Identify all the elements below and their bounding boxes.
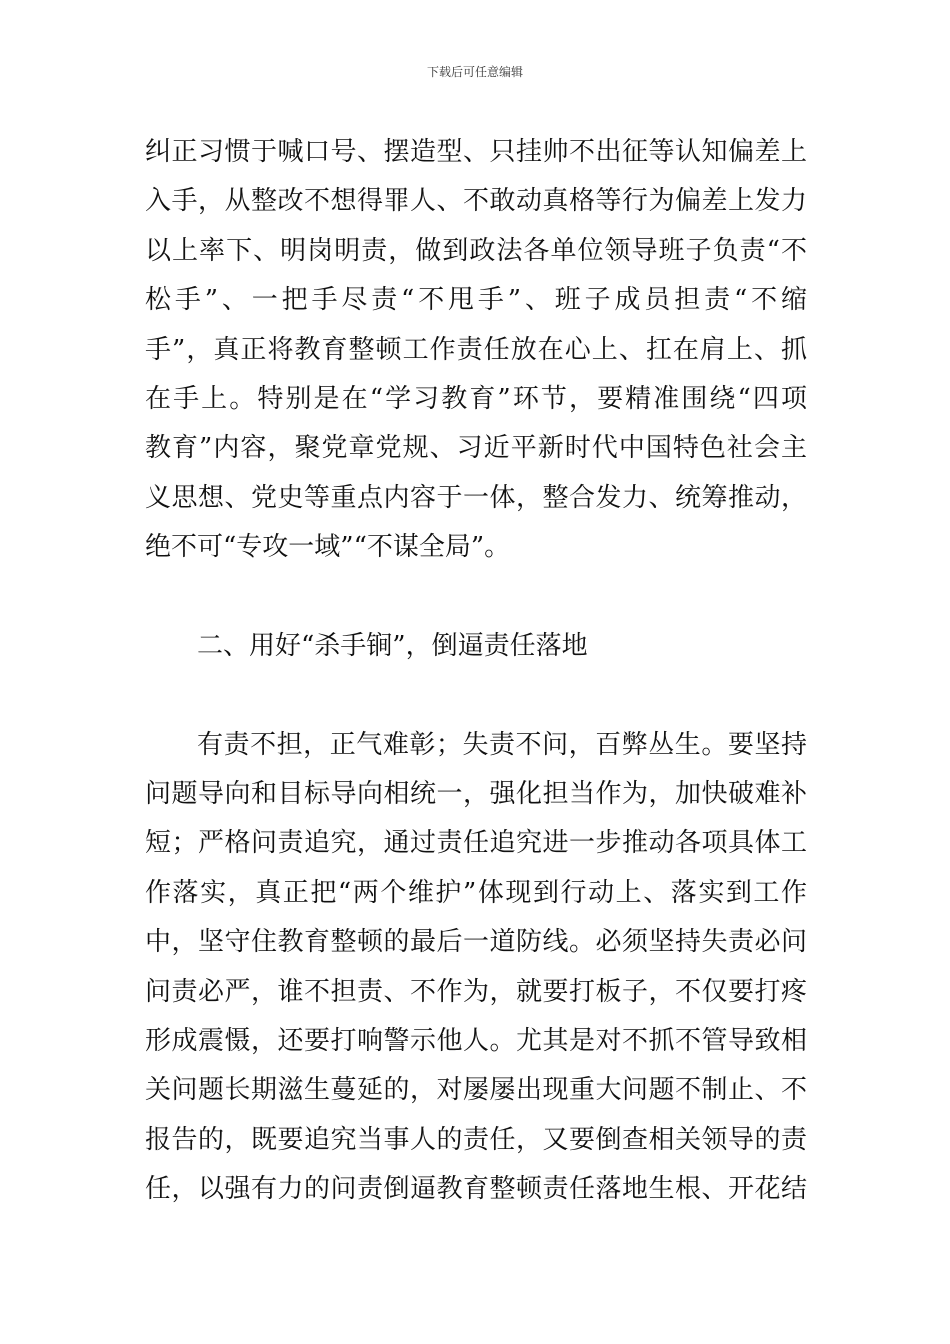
paragraph-line: 问责必严，谁不担责、不作为，就要打板子，不仅要打疼: [145, 976, 807, 1007]
spacer: [145, 573, 807, 622]
section-heading: 二、用好“杀手锏”，倒逼责任落地: [197, 630, 588, 661]
paragraph-line: 义思想、党史等重点内容于一体，整合发力、统筹推动，: [145, 482, 807, 513]
paragraph-2: [145, 721, 807, 1215]
paragraph-line: 入手，从整改不想得罪人、不敢动真格等行为偏差上发力: [145, 186, 807, 217]
paragraph-line: 纠正习惯于喊口号、摆造型、只挂帅不出征等认知偏差上: [145, 137, 807, 167]
paragraph-line: 关问题长期滋生蔓延的，对屡屡出现重大问题不制止、不: [145, 1075, 807, 1106]
paragraph-line: 手”，真正将教育整顿工作责任放在心上、扛在肩上、抓: [145, 334, 807, 365]
paragraph-line: 问题导向和目标导向相统一，强化担当作为，加快破难补: [145, 779, 807, 810]
page-header: 下载后可任意编辑: [426, 65, 523, 79]
paragraph-line: 绝不可“专攻一域”“不谋全局”。: [145, 532, 511, 563]
paragraph-line: 报告的，既要追究当事人的责任，又要倒查相关领导的责: [145, 1124, 807, 1155]
paragraph-line: 短；严格问责追究，通过责任追究进一步推动各项具体工: [145, 828, 807, 859]
paragraph-line: 以上率下、明岗明责，做到政法各单位领导班子负责“不: [145, 235, 807, 266]
paragraph-line: 有责不担，正气难彰；失责不问，百弊丛生。要坚持: [197, 729, 807, 760]
paragraph-line: 在手上。特别是在“学习教育”环节，要精准围绕“四项: [145, 383, 807, 414]
paragraph-line: 任，以强有力的问责倒逼教育整顿责任落地生根、开花结: [145, 1174, 807, 1205]
document-body: [145, 128, 807, 1215]
paragraph-line: 中，坚守住教育整顿的最后一道防线。必须坚持失责必问: [145, 927, 807, 958]
spacer: [145, 671, 807, 720]
paragraph-1: [145, 128, 807, 573]
paragraph-line: 松手”、一把手尽责“不甩手”、班子成员担责“不缩: [145, 285, 807, 316]
paragraph-line: 形成震慑，还要打响警示他人。尤其是对不抓不管导致相: [145, 1026, 807, 1057]
paragraph-line: 作落实，真正把“两个维护”体现到行动上、落实到工作: [145, 877, 807, 908]
paragraph-line: 教育”内容，聚党章党规、习近平新时代中国特色社会主: [145, 433, 807, 464]
